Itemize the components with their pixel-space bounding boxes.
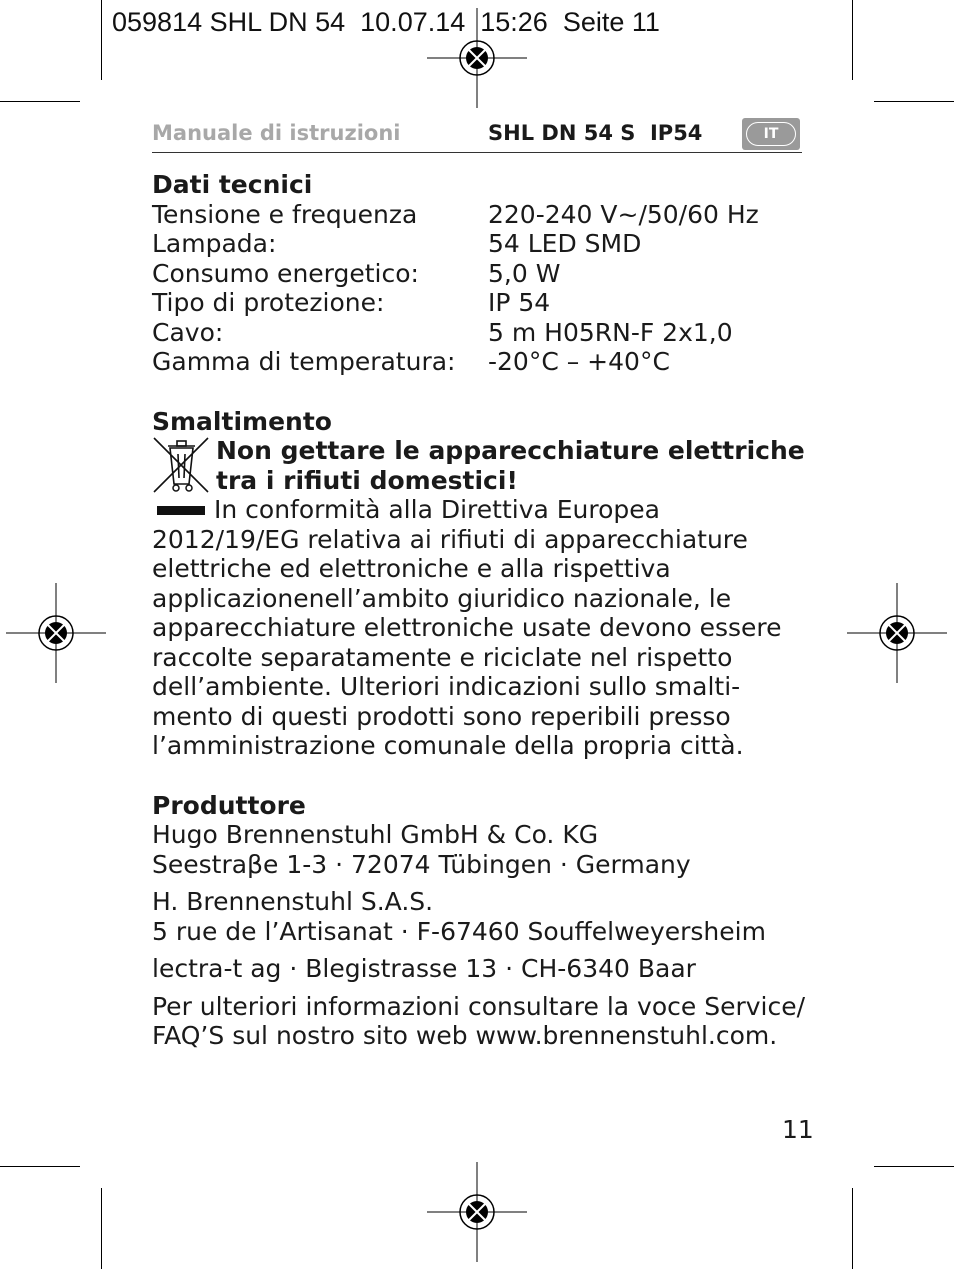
product-code: SHL DN 54 S IP54 — [488, 121, 703, 145]
registration-mark-icon — [427, 1162, 527, 1262]
print-slug: 059814 SHL DN 54 10.07.14 15:26 Seite 11 — [112, 7, 660, 37]
spec-table — [152, 200, 812, 377]
paragraph-line: apparecchiature elettroniche usate devono essere — [152, 613, 782, 642]
warning-line: tra i rifiuti domestici! — [216, 465, 518, 495]
info-line: FAQ’S sul nostro sito web www.brennenstuhl.com. — [152, 1021, 778, 1050]
spec-label: Gamma di temperatura: — [152, 347, 456, 376]
company-address: 5 rue de l’Artisanat · F-67460 Souffelweyersheim — [152, 916, 766, 946]
spec-label: Cavo: — [152, 317, 224, 347]
paragraph-line: elettriche ed elettroniche e alla rispettiva — [152, 554, 671, 583]
language-badge — [742, 118, 800, 150]
spec-label: Lampada: — [152, 229, 277, 258]
manual-title: Manuale di istruzioni — [152, 121, 401, 145]
running-header — [152, 118, 802, 153]
info-line: Per ulteriori informazioni consultare la voce Service/ — [152, 991, 806, 1021]
tech-heading: Dati tecnici — [152, 170, 313, 199]
black-bar-icon — [157, 506, 205, 515]
spec-value: -20°C – +40°C — [488, 347, 670, 376]
paragraph-line: raccolte separatamente e riciclate nel rispetto — [152, 642, 733, 672]
paragraph-line: 2012/19/EG relativa ai rifiuti di apparecchiature — [152, 524, 748, 554]
page-number: 11 — [782, 1115, 814, 1144]
paragraph-line: applicazionenell’ambito giuridico nazionale, le — [152, 583, 732, 613]
crop-mark — [101, 0, 102, 80]
spec-value: 5 m H05RN-F 2x1,0 — [488, 317, 733, 347]
disposal-paragraph — [152, 495, 812, 761]
crop-mark — [852, 1188, 853, 1269]
registration-mark-icon — [427, 8, 527, 108]
spec-value: 220-240 V~/50/60 Hz — [488, 199, 759, 229]
paragraph-line: In conformità alla Direttiva Europea — [214, 495, 660, 524]
spec-label: Tipo di protezione: — [152, 288, 385, 317]
paragraph-line: l’amministrazione comunale della propria città. — [152, 731, 744, 760]
spec-label: Tensione e frequenza — [152, 199, 418, 229]
crop-mark — [0, 1166, 80, 1167]
company-name: Hugo Brennenstuhl GmbH & Co. KG — [152, 820, 599, 849]
crop-mark — [101, 1188, 102, 1269]
crop-mark — [852, 0, 853, 80]
disposal-heading: Smaltimento — [152, 406, 332, 436]
producer-heading: Produttore — [152, 790, 306, 820]
spec-value: 54 LED SMD — [488, 229, 642, 258]
spec-row — [152, 318, 812, 348]
registration-mark-icon — [6, 583, 106, 683]
spec-row — [152, 200, 812, 230]
spec-value: 5,0 W — [488, 258, 561, 288]
paragraph-line: dell’ambiente. Ulteriori indicazioni sullo smalti- — [152, 672, 741, 701]
company-name: H. Brennenstuhl S.A.S. — [152, 887, 434, 916]
crop-mark — [874, 101, 954, 102]
page-content — [152, 170, 812, 1051]
crossed-out-bin-icon — [152, 436, 216, 495]
disposal-warning — [152, 436, 812, 495]
company-address: Seestraβe 1-3 · 72074 Tübingen · Germany — [152, 849, 691, 879]
spec-row — [152, 347, 812, 377]
warning-line: Non gettare le apparecchiature elettriche — [216, 436, 805, 465]
spec-row — [152, 259, 812, 289]
language-code: IT — [746, 122, 796, 146]
registration-mark-icon — [847, 583, 947, 683]
crop-mark — [0, 101, 80, 102]
spec-value: IP 54 — [488, 288, 551, 317]
crop-mark — [874, 1166, 954, 1167]
spec-label: Consumo energetico: — [152, 258, 419, 288]
paragraph-line: mento di questi prodotti sono reperibili presso — [152, 701, 731, 731]
spec-row — [152, 229, 812, 259]
spec-row — [152, 288, 812, 318]
company-address: lectra-t ag · Blegistrasse 13 · CH-6340 Baar — [152, 954, 696, 983]
